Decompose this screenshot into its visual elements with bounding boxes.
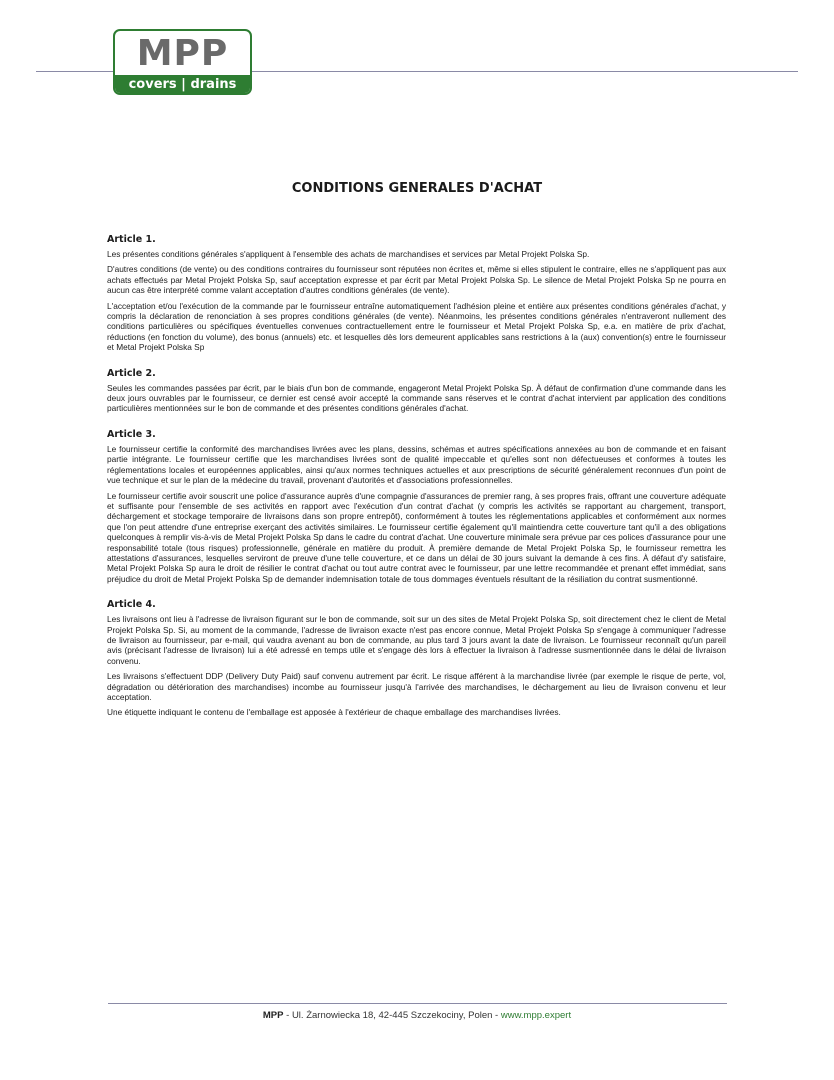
footer-brand: MPP xyxy=(262,1010,284,1021)
footer-separator: - xyxy=(283,1010,292,1021)
article-paragraph: Les livraisons ont lieu à l'adresse de livraison figurant sur le bon de commande, soit sur un des sites de Metal Projekt Polska Sp, soit directement chez le client de Metal Projekt Polska Sp. Si, au moment de la commande, l'adresse de livraison exacte n'est pas encore connue, Metal Projekt Polska Sp s'engage à communiquer l'adresse de livraison au fournisseur, par e-mail, qui vaudra avenant au bon de commande, au plus tard 3 jours avant la date de livraison. Le fournisseur reconnaît qu'un pareil avis (précisant l'adresse de livraison) lui a été adressé en temps utile et s'engage dès lors à effectuer la livraison à l'adresse susmentionnée dans le délai de livraison convenu. xyxy=(107,614,726,666)
article-2 xyxy=(107,368,726,414)
article-3 xyxy=(107,429,726,584)
article-paragraph: L'acceptation et/ou l'exécution de la commande par le fournisseur entraîne automatiquement l'adhésion pleine et entière aux présentes conditions générales d'achat, y compris la déclaration de renonciation à ses propres conditions générales (de vente). Néanmoins, les présentes conditions générales n'entraveront nullement des conditions particulières ou spécifiques éventuelles convenues contractuellement entre le fournisseur et Metal Projekt Polska Sp, e.a. en matière de prix d'achat, réductions (en fonction du volume), des bonus (annuels) etc. et lesquelles dès lors demeurent applicables sans restrictions à la (aux) convention(s) entre le fournisseur et Metal Projekt Polska Sp xyxy=(107,300,726,353)
article-paragraph: D'autres conditions (de vente) ou des conditions contraires du fournisseur sont réputées non écrites et, même si elles stipulent le contraire, elles ne s'appliquent pas aux achats effectués par Metal Projekt Polska Sp, sauf acceptation expresse et par écrit par Metal Projekt Polska Sp. Le silence de Metal Projekt Polska Sp ne pourra en aucun cas être interprété comme valant acceptation d'autres conditions générales (de vente). xyxy=(107,264,726,296)
article-paragraph: Le fournisseur certifie la conformité des marchandises livrées avec les plans, dessins, schémas et autres spécifications annexées au bon de commande et en faisant partie intégrante. Le fournisseur certifie que les marchandises livrées sont de qualité impeccable et qu'elles sont non défectueuses et conformes à toutes les réglementations locales et européennes applicables, ainsi qu'aux normes techniques actuelles et aux prescriptions de sécurité généralement reconnues d'un point de vue technique et sur le plan de la médecine du travail, provenant d'autorités et d'associations professionnelles. xyxy=(107,443,726,486)
article-heading: Article 3. xyxy=(107,428,156,440)
logo-brand: MPP xyxy=(136,32,229,74)
article-heading: Article 2. xyxy=(107,367,156,379)
footer-website-link[interactable]: www.mpp.expert xyxy=(500,1010,572,1021)
article-paragraph: Les livraisons s'effectuent DDP (Delivery Duty Paid) sauf convenu autrement par écrit. Le risque afférent à la marchandise livrée (par exemple le risque de perte, vol, dégradation ou détérioration des marchandises) incombe au fournisseur jusqu'à l'arrivée des marchandises, le déchargement au lieu de livraison convenu et leur acceptation. xyxy=(107,671,726,702)
article-paragraph: Seules les commandes passées par écrit, par le biais d'un bon de commande, engageront Metal Projekt Polska Sp. À défaut de confirmation d'une commande dans les deux jours ouvrables par le fournisseur, ce dernier est censé avoir accepté la commande sans réserves et le contrat d'achat intervient par application des conditions particulières mentionnées sur le bon de commande et des présentes conditions générales d'achat. xyxy=(107,382,726,414)
article-4 xyxy=(107,599,726,718)
footer-rule xyxy=(108,1003,727,1004)
document-body xyxy=(107,234,726,733)
article-paragraph: Une étiquette indiquant le contenu de l'emballage est apposée à l'extérieur de chaque emballage des marchandises livrées. xyxy=(107,707,561,718)
document-title: CONDITIONS GENERALES D'ACHAT xyxy=(291,181,543,196)
page-footer xyxy=(0,1010,834,1021)
article-heading: Article 4. xyxy=(107,599,156,611)
footer-address: Ul. Żarnowiecka 18, 42-445 Szczekociny, Polen - xyxy=(291,1010,501,1021)
article-paragraph: Le fournisseur certifie avoir souscrit une police d'assurance auprès d'une compagnie d'assurances de premier rang, à ses propres frais, offrant une couverture adéquate et suffisante pour l'ensemble de ses activités en rapport avec l'exécution d'un contrat d'achat (y compris les activités se rapportant au chargement, transport, déchargement et stockage temporaire de livraisons dans son propre entrepôt), conformément à toutes les réglementations applicables et conformément aux normes que l'on peut attendre d'une entreprise exerçant des activités similaires. Le fournisseur certifie également qu'il maintiendra cette couverture tant qu'il a des obligations quelconques à remplir vis-à-vis de Metal Projekt Polska Sp dans le cadre du contrat d'achat. Une couverture minimale sera prévue par ces polices d'assurance pour une responsabilité totale (tous risques) professionnelle, générale en matière du produit. À première demande de Metal Projekt Polska Sp, le fournisseur remettra les attestations d'assurances, lesquelles serviront de preuve d'une telle couverture, et ce dans un délai de 30 jours suivant la demande à ces fins. À défaut d'y satisfaire, Metal Projekt Polska Sp aura le droit de résilier le contrat d'achat ou tout autre contrat avec le fournisseur, par une lettre recommandée et prenant effet immédiat, sans préjudice du droit de Metal Projekt Polska Sp de demander indemnisation totale de tous dommages éventuels résultant de la résiliation du contrat susmentionné. xyxy=(107,490,726,584)
article-1 xyxy=(107,234,726,353)
logo-tagline: covers | drains xyxy=(115,75,250,95)
company-logo xyxy=(113,29,252,95)
article-heading: Article 1. xyxy=(107,234,156,245)
article-paragraph: Les présentes conditions générales s'appliquent à l'ensemble des achats de marchandises et services par Metal Projekt Polska Sp. xyxy=(107,249,590,259)
